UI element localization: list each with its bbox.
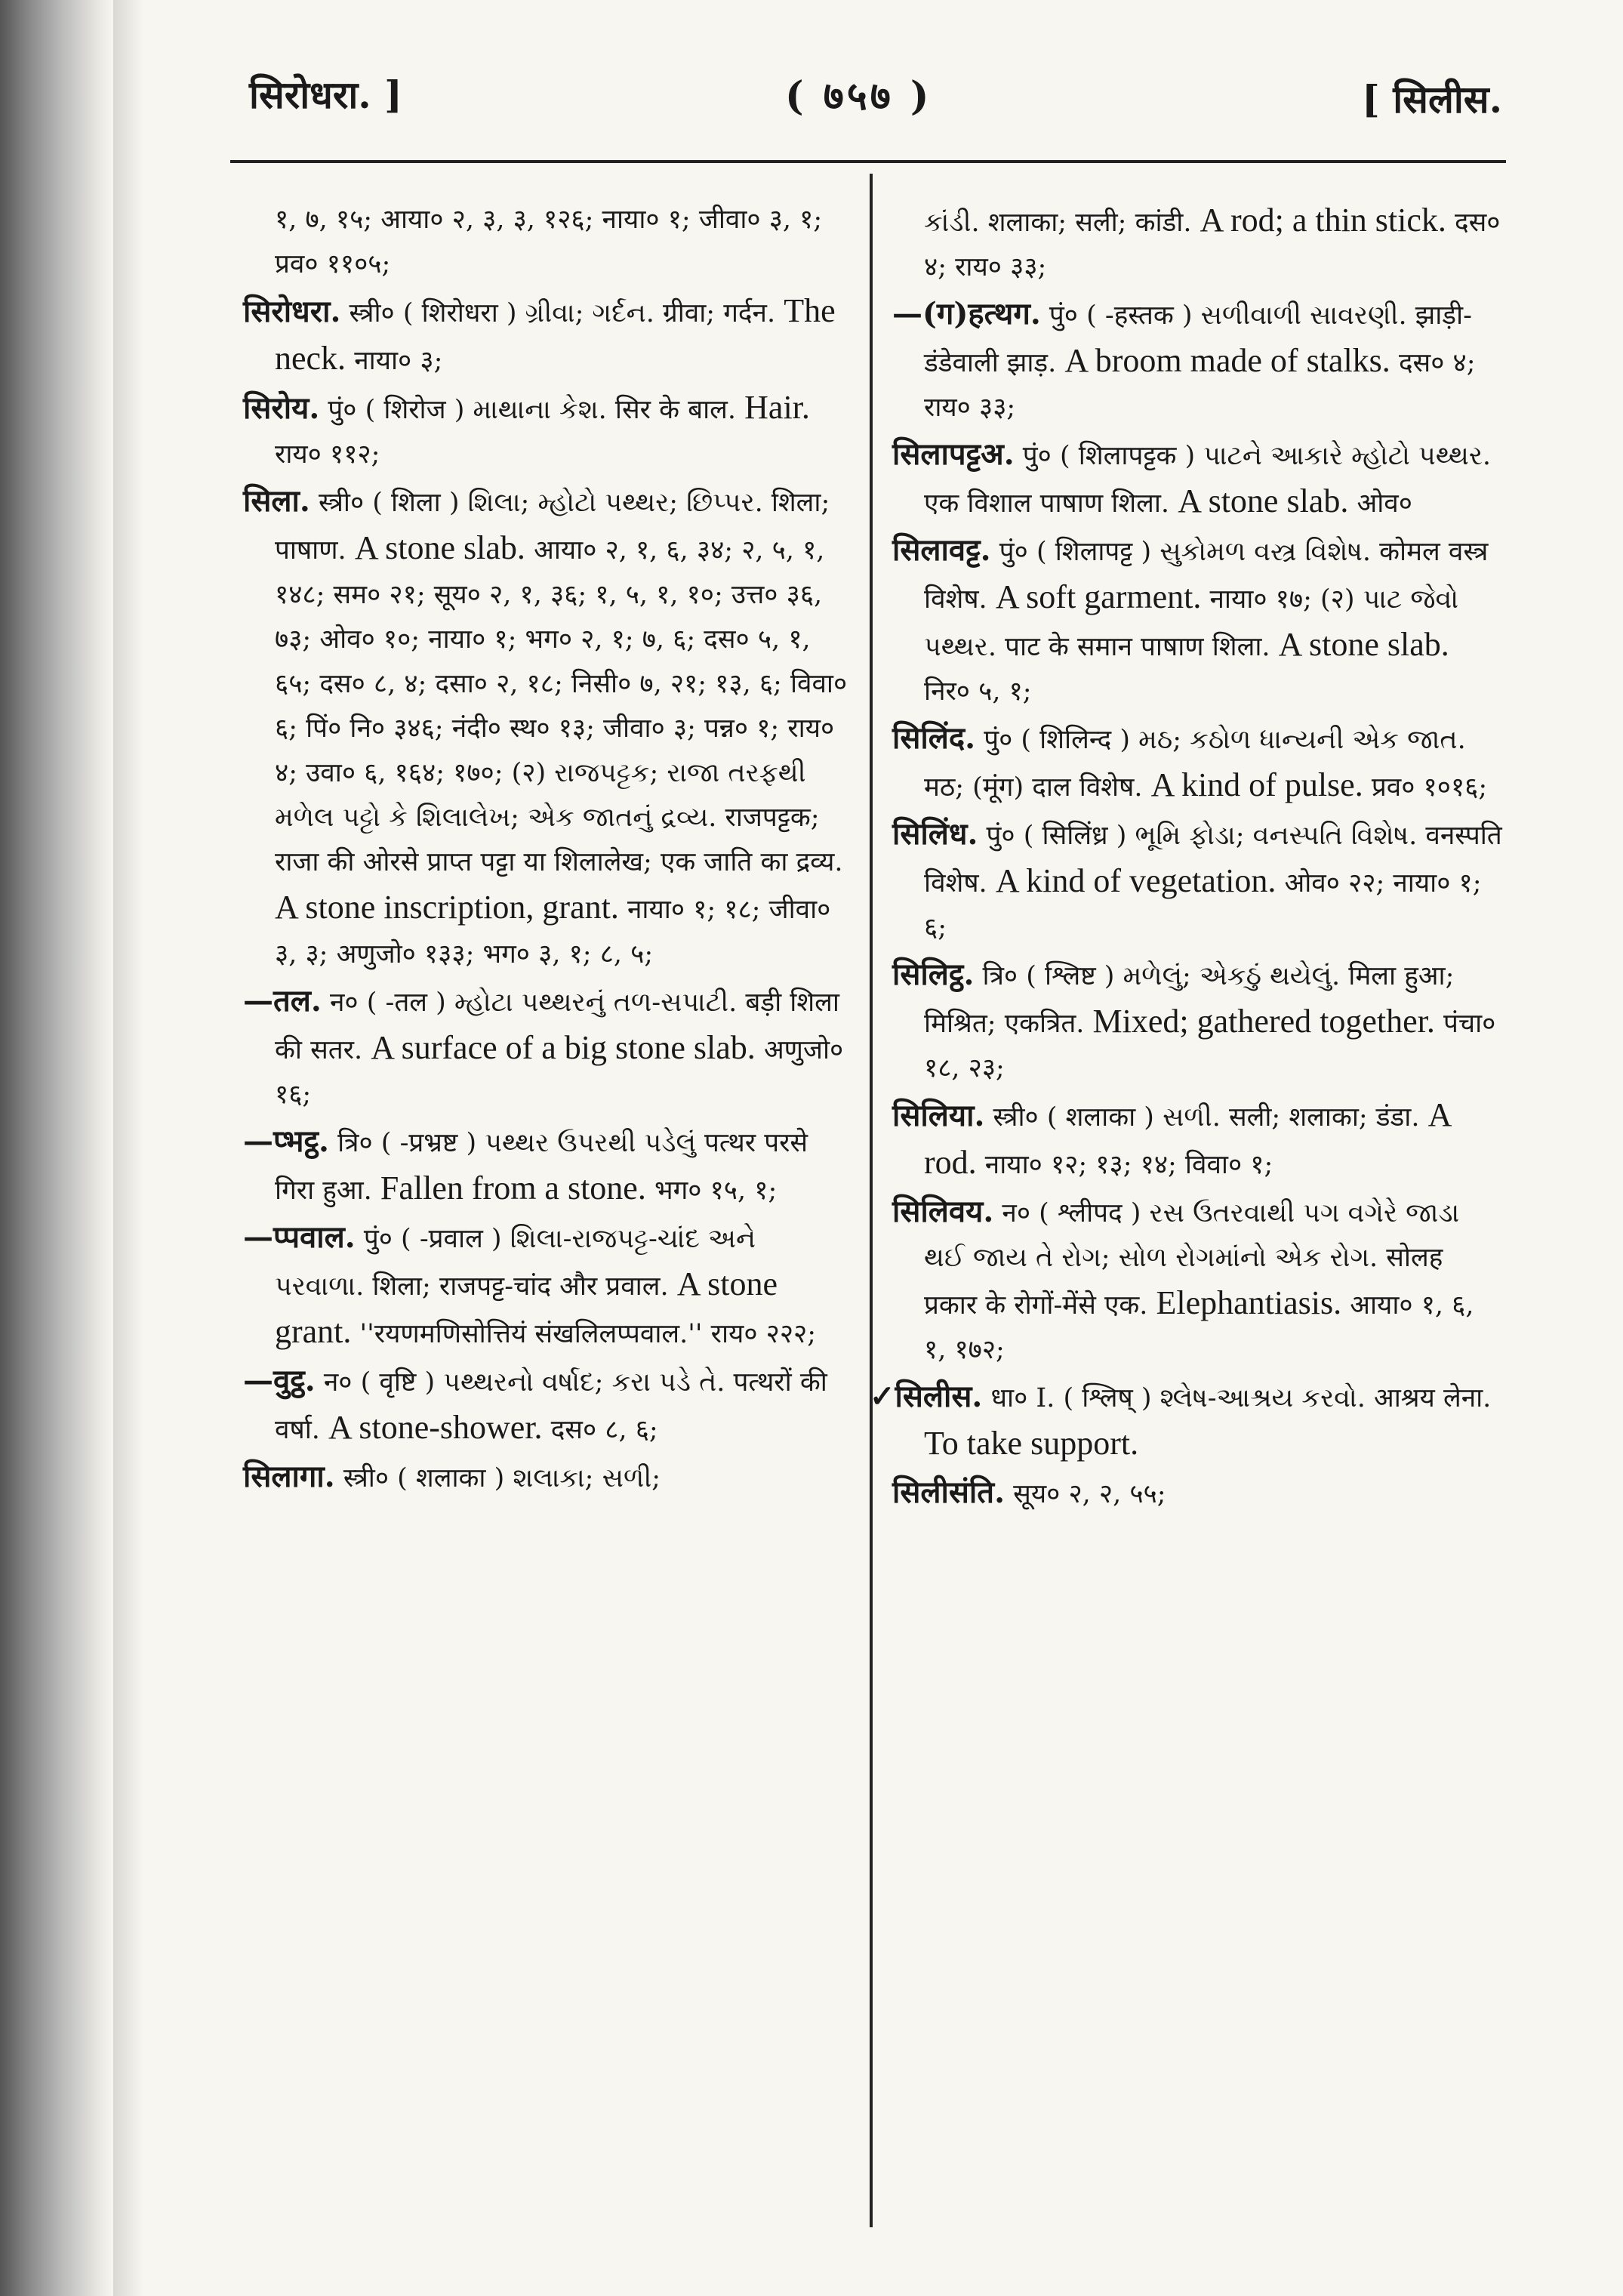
dictionary-entry xyxy=(870,1374,1502,1469)
entry-headword: सिलीसंति. xyxy=(892,1475,1006,1510)
entry-definition: त्रि० ( -प्रभ्रष्ट ) પથ્થર ઉપરથી પડેલું पत्थर परसे गिरा हुआ. xyxy=(275,1128,808,1206)
entry-definition: पुं० ( सिलिंध्र ) ભૂમિ ફોડા; વનસ્પતિ વિશેષ. वनस्पति विशेष. xyxy=(924,821,1502,898)
entry-english-gloss: A stone grant. xyxy=(275,1265,778,1350)
entry-definition: न० ( वृष्टि ) પથ્થરનો વર્ષાદ; કરા પડે તે. पत्थरों की वर्षा. xyxy=(275,1367,827,1445)
entry-headword: सिरोय. xyxy=(243,390,320,426)
entry-headword: सिलिवय. xyxy=(892,1194,994,1229)
entry-english-gloss: A rod; a thin stick. xyxy=(1200,202,1446,239)
dictionary-entry xyxy=(243,288,853,384)
entry-references: दस० ८, ६; xyxy=(550,1415,658,1445)
entry-english-gloss: A stone-shower. xyxy=(328,1409,543,1446)
entry-headword: —तल. xyxy=(243,983,322,1019)
entry-references-2: नाया० १; १८; जीवा० ३, ३; अणुजो० १३३; भग० ३, १; ८, ५; xyxy=(275,895,831,969)
entry-definition: पुं० ( शिलिन्द ) મઠ; કઠોળ ધાન્યની એક જાત. मठ; (मूंग) दाल विशेष. xyxy=(924,725,1466,803)
entry-definition: न० ( -तल ) મ્હોટા પથ્થરનું તળ-સપાટી. बड़ी शिला की सतर. xyxy=(275,988,839,1065)
entry-english-gloss: The neck. xyxy=(275,292,836,377)
dictionary-entry xyxy=(243,1454,853,1501)
dictionary-entry xyxy=(892,952,1502,1091)
header-left-guideword: सिरोधरा. ] xyxy=(249,72,402,117)
entry-headword: सिलावट्ट. xyxy=(892,532,991,568)
entry-headword: सिरोधरा. xyxy=(243,294,341,329)
entry-references: ''रयणमणिसोत्तियं संखलिलप्पवाल.'' राय० २२२; xyxy=(359,1319,817,1349)
entry-english-gloss: A stone slab. xyxy=(354,529,525,566)
book-binding-edge xyxy=(0,0,113,2296)
page-number: ( ७५७ ) xyxy=(785,73,932,119)
entry-definition: पुं० ( -हस्तक ) સળીવાળી સાવરણી. झाड़ी-डंडेवाली झाड़. xyxy=(924,300,1472,378)
dictionary-entry xyxy=(243,1119,853,1213)
entry-english-gloss: A surface of a big stone slab. xyxy=(371,1029,756,1066)
entry-english-gloss: A broom made of stalks. xyxy=(1064,342,1390,379)
entry-references: दस० ४; राय० ३३; xyxy=(924,208,1501,282)
entry-headword: सिला. xyxy=(243,483,310,519)
entry-definition: स्त्री० ( शिरोधरा ) ગ્રીવા; ગર્દન. ग्रीवा; गर्दन. xyxy=(349,298,776,328)
entry-headword: सिलागा. xyxy=(243,1459,335,1494)
dictionary-entry xyxy=(892,716,1502,810)
entry-definition: पुं० ( शिरोज ) માથાના કેશ. सिर के बाल. xyxy=(328,395,737,425)
dictionary-entry xyxy=(892,1189,1502,1373)
header-rule xyxy=(230,160,1506,163)
entry-headword: सिलिंध. xyxy=(892,816,978,852)
entry-references: अणुजो० १६; xyxy=(275,1035,844,1110)
entry-references: प्रव० १०१६; xyxy=(1371,772,1488,803)
entry-english-gloss: Fallen from a stone. xyxy=(380,1170,646,1207)
entry-english-gloss: A stone slab. xyxy=(1178,482,1349,519)
entry-headword: सिलिट्ठ. xyxy=(892,957,975,992)
entry-references: नाया० ३; xyxy=(354,346,443,376)
entry-english-gloss: Mixed; gathered together. xyxy=(1092,1003,1435,1040)
entry-english-gloss: To take support. xyxy=(924,1425,1139,1462)
entry-references: पंचा० १८, २३; xyxy=(924,1009,1496,1083)
header-right-guideword: [ सिलीस. xyxy=(1362,77,1502,122)
entry-headword: सिलिंद. xyxy=(892,720,976,756)
dictionary-entry xyxy=(243,1215,853,1357)
dictionary-entry xyxy=(892,291,1502,430)
column-divider xyxy=(870,174,873,2227)
entry-headword: —(ग)हत्थग. xyxy=(892,296,1041,331)
entry-references: आया० २, १, ६, ३४; २, ५, १, १४८; सम० २१; सूय० २, १, ३६; १, ५, १, १०; उत्त० ३६, ७३; ओव० १०; नाया० १; भग० २, १; ७, ६; दस० ५, १, ६५; दस० ८, ४; दसा० २, १८; निसी० ७, २१; १३, ६; विवा० ६; पिं० नि० ३४६; नंदी० स्थ० १३; जीवा० ३; पन्न० १; राय० ४; उवा० ६, १६४; १७०; (२) રાજપટ્ટક; રાજા તરફથી મળેલ પટ્ટો કે શિલાલેખ; એક જાતનું દ્રવ્ય. राजपट्टक; राजा की ओरसे प्राप्त पट्टा या शिलालेख; एक जाति का द्रव्य. xyxy=(275,535,848,877)
dictionary-entry xyxy=(892,528,1502,714)
entry-definition: पुं० ( शिलापट्टक ) પાટને આકારે મ્હોટો પથ્થર. एक विशाल पाषाण शिला. xyxy=(924,441,1492,519)
entry-headword: सिलिया. xyxy=(892,1098,985,1133)
entry-definition: धा० I. ( श्लिष् ) શ્લેષ-આશ્રય કરવો. आश्रय लेना. xyxy=(990,1383,1492,1413)
entry-english-gloss: Elephantiasis. xyxy=(1156,1284,1342,1321)
check-mark-icon: ✓ xyxy=(870,1379,895,1414)
entry-definition: पुं० ( शिलापट्ट ) સુકોમળ વસ્ત્ર વિશેષ. कोमल वस्त्र विशेष. xyxy=(924,537,1489,615)
entry-english-gloss: A rod. xyxy=(924,1096,1450,1181)
entry-references: राय० ११२; xyxy=(275,439,380,470)
dictionary-entry xyxy=(243,1358,853,1453)
left-column xyxy=(243,198,853,1502)
dictionary-entry xyxy=(243,978,853,1117)
entry-english-gloss-2: A stone inscription, grant. xyxy=(275,889,619,926)
dictionary-entry xyxy=(243,479,853,977)
entry-definition: त्रि० ( श्लिष्ट ) મળેલું; એકઠું થયેલું. मिला हुआ; मिश्रित; एकत्रित. xyxy=(924,961,1455,1039)
dictionary-entry xyxy=(892,1093,1502,1188)
entry-references: नाया० १७; (२) પાટ જેવો પથ્થર. पाट के समान पाषाण शिला. xyxy=(924,584,1459,662)
entry-references: ओव० २२; नाया० १; ६; xyxy=(924,868,1482,943)
entry-definition: पुं० ( -प्रवाल ) શિલા-રાજપટ્ટ-ચાંદ અને પરવાળા. शिला; राजपट्ट-चांद और प्रवाल. xyxy=(275,1224,756,1302)
entry-references: नाया० १२; १३; १४; विवा० १; xyxy=(984,1150,1273,1180)
entry-definition: स्त्री० ( शिला ) શિલા; મ્હોટો પથ્થર; છિપ્પર. शिला; पाषाण. xyxy=(275,488,830,566)
entry-english-gloss: A soft garment. xyxy=(995,578,1202,615)
binding-shadow xyxy=(113,0,143,2296)
entry-definition: १, ७, १५; आया० २, ३, ३, १२६; नाया० १; जीवा० ३, १; प्रव० ११०५; xyxy=(275,205,823,279)
right-column xyxy=(870,198,1502,1518)
entry-references: भग० १५, १; xyxy=(654,1176,778,1206)
entry-definition: स्त्री० ( शलाका ) સળી. सली; शलाका; डंडा. xyxy=(993,1102,1420,1133)
entry-headword: —प्भट्ठ. xyxy=(243,1123,329,1159)
dictionary-entry xyxy=(892,432,1502,526)
entry-headword: —प्पवाल. xyxy=(243,1219,356,1255)
dictionary-entry xyxy=(892,812,1502,951)
dictionary-entry xyxy=(892,198,1502,290)
entry-headword: सिलापट्टअ. xyxy=(892,436,1015,472)
entry-english-gloss: Hair. xyxy=(744,389,810,426)
entry-definition: सूय० २, २, ५५; xyxy=(1013,1479,1166,1509)
entry-english-gloss: A kind of pulse. xyxy=(1150,766,1363,803)
dictionary-entry xyxy=(243,385,853,477)
dictionary-entry xyxy=(892,1470,1502,1517)
entry-definition: न० ( श्लीपद ) રસ ઉતરવાથી પગ વગેરે જાડા થઈ જાય તે રોગ; સોળ રોગમાંનો એક રોગ. सोलह प्रकार के रोगों-मेंसे एक. xyxy=(924,1198,1460,1321)
entry-references: दस० ४; राय० ३३; xyxy=(924,348,1476,423)
entry-references: ओव० xyxy=(1357,488,1412,519)
entry-english-gloss-2: A stone slab. xyxy=(1278,626,1449,663)
entry-headword: —वुट्ठ. xyxy=(243,1363,316,1398)
entry-definition: स्त्री० ( शलाका ) શલાકા; સળી; xyxy=(343,1463,661,1493)
page-header xyxy=(242,68,1525,136)
dictionary-entry xyxy=(243,198,853,287)
entry-headword: सिलीस. xyxy=(895,1379,983,1414)
entry-definition: કાંડી. शलाका; सली; कांडी. xyxy=(924,208,1192,238)
entry-references-2: निर० ५, १; xyxy=(924,676,1032,707)
entry-english-gloss: A kind of vegetation. xyxy=(995,862,1277,899)
entry-references: आया० १, ६, १, १७२; xyxy=(924,1290,1474,1365)
